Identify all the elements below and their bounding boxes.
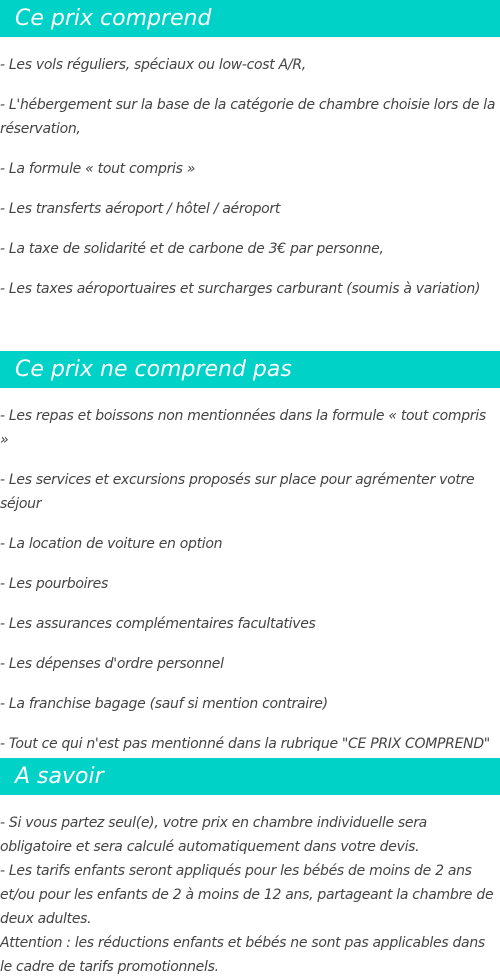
included-list xyxy=(0,53,500,317)
list-item: - La location de voiture en option xyxy=(0,536,223,552)
note-line-attention: Attention : les réductions enfants et bébés ne sont pas applicables dans le cadre de tarifs promotionnels. xyxy=(0,935,485,975)
excluded-list xyxy=(0,404,500,772)
note-line-single-supplement: - Si vous partez seul(e), votre prix en chambre individuelle sera obligatoire et sera calculé automatiquement dans votre devis. xyxy=(0,815,427,855)
list-item: - Les vols réguliers, spéciaux ou low-cost A/R, xyxy=(0,57,306,73)
list-item: - Les pourboires xyxy=(0,576,108,592)
list-item: - Les services et excursions proposés sur place pour agrémenter votre séjour xyxy=(0,472,475,512)
section-title-a-savoir: A savoir xyxy=(0,758,500,795)
note-line-child-rates: - Les tarifs enfants seront appliqués pour les bébés de moins de 2 ans et/ou pour les enfants de 2 à moins de 12 ans, partageant la chambre de deux adultes. xyxy=(0,863,494,927)
list-item: - L'hébergement sur la base de la catégorie de chambre choisie lors de la réservation, xyxy=(0,97,496,137)
section-title-ce-prix-comprend: Ce prix comprend xyxy=(0,0,500,37)
list-item: - La taxe de solidarité et de carbone de 3€ par personne, xyxy=(0,241,384,257)
a-savoir-note xyxy=(0,811,500,979)
list-item: - La formule « tout compris » xyxy=(0,161,196,177)
list-item: - Les dépenses d'ordre personnel xyxy=(0,656,224,672)
list-item: - Les transferts aéroport / hôtel / aéroport xyxy=(0,201,281,217)
list-item: - Tout ce qui n'est pas mentionné dans la rubrique "CE PRIX COMPREND" xyxy=(0,736,490,752)
section-title-ce-prix-ne-comprend-pas: Ce prix ne comprend pas xyxy=(0,351,500,388)
list-item: - La franchise bagage (sauf si mention contraire) xyxy=(0,696,328,712)
list-item: - Les repas et boissons non mentionnées dans la formule « tout compris » xyxy=(0,408,486,448)
list-item: - Les assurances complémentaires facultatives xyxy=(0,616,316,632)
list-item: - Les taxes aéroportuaires et surcharges carburant (soumis à variation) xyxy=(0,281,481,297)
